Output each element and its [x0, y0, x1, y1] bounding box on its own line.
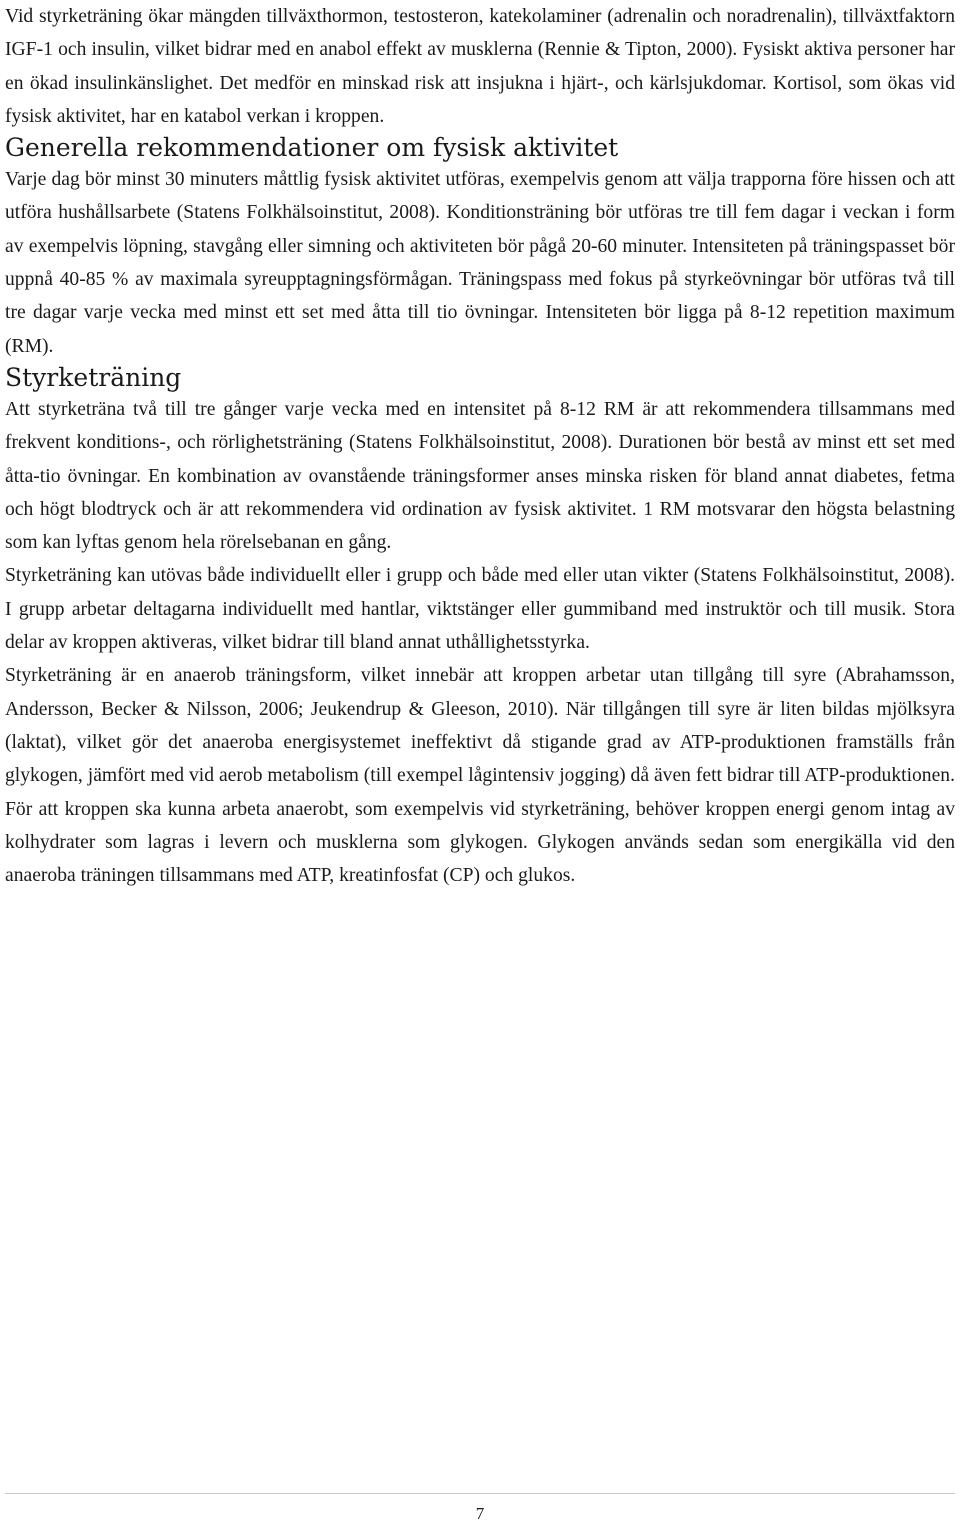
strength-training-paragraph-1: Att styrketräna två till tre gånger varje vecka med en intensitet på 8-12 RM är att rekommendera tillsammans med frekvent konditions-, och rörlighetsträning (Statens Folkhälsoinstitut, 2008). Durationen bör bestå av minst ett set med åtta-tio övningar. En kombination av ovanstående träningsformer anses minska risken för bland annat diabetes, fetma och högt blodtryck och är att rekommendera vid ordination av fysisk aktivitet. 1 RM motsvarar den högsta belastning som kan lyftas genom hela rörelsebanan en gång. — [5, 398, 955, 554]
intro-paragraph: Vid styrketräning ökar mängden tillväxthormon, testosteron, katekolaminer (adrenalin och noradrenalin), tillväxtfaktorn IGF-1 och insulin, vilket bidrar med en anabol effekt av musklerna (Rennie & Tipton, 2000). Fysiskt aktiva personer har en ökad insulinkänslighet. Det medför en minskad risk att insjukna i hjärt-, och kärlsjukdomar. Kortisol, som ökas vid fysisk aktivitet, har en katabol verkan i kroppen. — [5, 6, 955, 127]
section-heading-general-recommendations: Generella rekommendationer om fysisk aktivitet — [5, 133, 619, 163]
general-recommendations-paragraph: Varje dag bör minst 30 minuters måttlig fysisk aktivitet utföras, exempelvis genom att välja trapporna före hissen och att utföra hushållsarbete (Statens Folkhälsoinstitut, 2008). Konditionsträning bör utföras tre till fem dagar i veckan i form av exempelvis löpning, stavgång eller simning och aktiviteten bör pågå 20-60 minuter. Intensiteten på träningspasset bör uppnå 40-85 % av maximala syreupptagningsförmågan. Träningspass med fokus på styrkeövningar bör utföras två till tre dagar varje vecka med minst ett set med åtta till tio övningar. Intensiteten bör ligga på 8-12 repetition maximum (RM). — [5, 169, 955, 357]
strength-training-paragraph-3: Styrketräning är en anaerob träningsform, vilket innebär att kroppen arbetar utan tillgång till syre (Abrahamsson, Andersson, Becker & Nilsson, 2006; Jeukendrup & Gleeson, 2010). När tillgången till syre är liten bildas mjölksyra (laktat), vilket gör det anaeroba energisystemet ineffektivt då stigande grad av ATP-produktionen framställs från glykogen, jämfört med vid aerob metabolism (till exempel lågintensiv jogging) då även fett bidrar till ATP-produktionen. För att kroppen ska kunna arbeta anaerobt, som exempelvis vid styrketräning, behöver kroppen energi genom intag av kolhydrater som lagras i levern och musklerna som glykogen. Glykogen används sedan som energikälla vid den anaeroba träningen tillsammans med ATP, kreatinfosfat (CP) och glukos. — [5, 665, 955, 887]
page-number: 7 — [475, 1504, 485, 1523]
section-heading-strength-training: Styrketräning — [5, 362, 182, 392]
document-page — [5, 0, 955, 892]
footer-divider — [5, 1493, 955, 1494]
strength-training-paragraph-2: Styrketräning kan utövas både individuellt eller i grupp och både med eller utan vikter (Statens Folkhälsoinstitut, 2008). I grupp arbetar deltagarna individuellt med hantlar, viktstänger eller gummiband med instruktör och till musik. Stora delar av kroppen aktiveras, vilket bidrar till bland annat uthållighetsstyrka. — [5, 565, 955, 654]
